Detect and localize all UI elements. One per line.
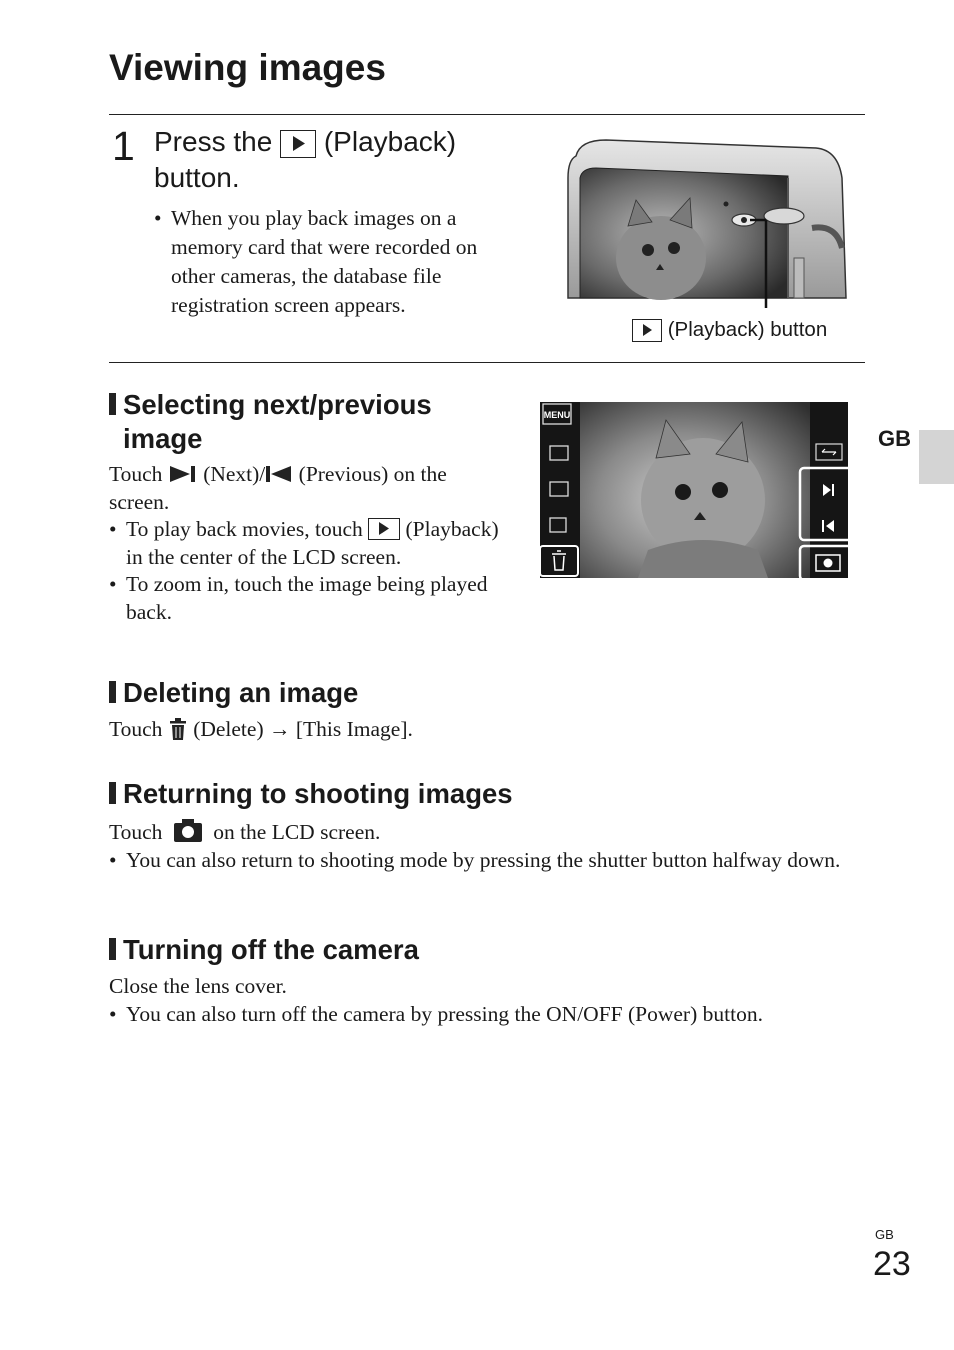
list-item (109, 571, 509, 626)
section-marker (109, 938, 116, 960)
caption-text: (Playback) button (667, 318, 828, 341)
bullet-text: (Playback) in the center of the LCD screen. (126, 517, 499, 569)
footer-language-code: GB (875, 1227, 894, 1242)
next-icon (168, 465, 198, 483)
step-note-list (154, 204, 524, 320)
arrow-icon: → (268, 717, 291, 741)
touch-word: Touch (109, 717, 163, 741)
selecting-heading (109, 388, 489, 456)
bullet-text: You can also turn off the camera by pressing the ON/OFF (Power) button. (126, 1001, 763, 1026)
step-note-text: When you play back images on a memory card that were recorded on other cameras, the database file registration screen appears. (171, 206, 478, 317)
deleting-heading-text: Deleting an image (123, 677, 359, 708)
section-marker (109, 393, 116, 415)
touch-word: Touch (109, 820, 163, 844)
turning-off-text: Close the lens cover. (109, 974, 287, 998)
step-number: 1 (112, 123, 135, 169)
camera-illustration (566, 138, 851, 308)
page-title: Viewing images (109, 47, 386, 88)
selecting-heading-text: Selecting next/previous image (123, 389, 432, 454)
play-triangle-icon (368, 518, 400, 540)
lcd-previous-icon (822, 520, 824, 532)
step-heading-line2: button. (154, 162, 240, 193)
deleting-body (109, 716, 413, 744)
turning-off-body (109, 973, 869, 1028)
step-heading-before: Press the (154, 126, 273, 157)
language-tab-label: GB (878, 426, 911, 451)
bullet-text: You can also return to shooting mode by pressing the shutter button halfway down. (126, 847, 841, 872)
list-item (154, 204, 524, 320)
returning-bullets (109, 847, 869, 875)
trash-icon (168, 717, 188, 741)
turning-off-heading-text: Turning off the camera (123, 934, 419, 965)
list-item (109, 1001, 869, 1029)
list-item (109, 516, 509, 571)
page-number: 23 (873, 1245, 911, 1283)
selecting-bullets (109, 516, 509, 626)
title-rule (109, 114, 865, 115)
returning-heading-text: Returning to shooting images (123, 778, 513, 809)
delete-target: [This Image]. (295, 717, 413, 741)
turning-off-bullets (109, 1001, 869, 1029)
selecting-body (109, 461, 509, 626)
previous-label: (Previous) on the screen. (109, 462, 447, 514)
returning-heading (109, 777, 513, 811)
deleting-heading (109, 676, 358, 710)
playback-button-caption (632, 316, 827, 344)
bullet-text: To zoom in, touch the image being played back. (126, 572, 488, 624)
next-label: (Next)/ (203, 462, 266, 486)
returning-text: on the LCD screen. (213, 820, 381, 844)
lcd-menu-label: MENU (543, 410, 571, 420)
step-heading (154, 124, 534, 196)
touch-word: Touch (109, 462, 163, 486)
lcd-screen-illustration (538, 400, 858, 584)
section-marker (109, 782, 116, 804)
returning-body (109, 817, 869, 874)
step-heading-after: (Playback) (323, 126, 457, 157)
bullet-text: To play back movies, touch (126, 517, 363, 541)
section-marker (109, 681, 116, 703)
camera-icon (172, 817, 204, 843)
play-triangle-icon (632, 319, 662, 342)
language-tab (919, 430, 954, 484)
turning-off-heading (109, 933, 419, 967)
play-triangle-icon (280, 130, 316, 158)
list-item (109, 847, 869, 875)
previous-icon (265, 465, 293, 483)
step-divider (109, 362, 865, 363)
delete-label: (Delete) (193, 717, 264, 741)
